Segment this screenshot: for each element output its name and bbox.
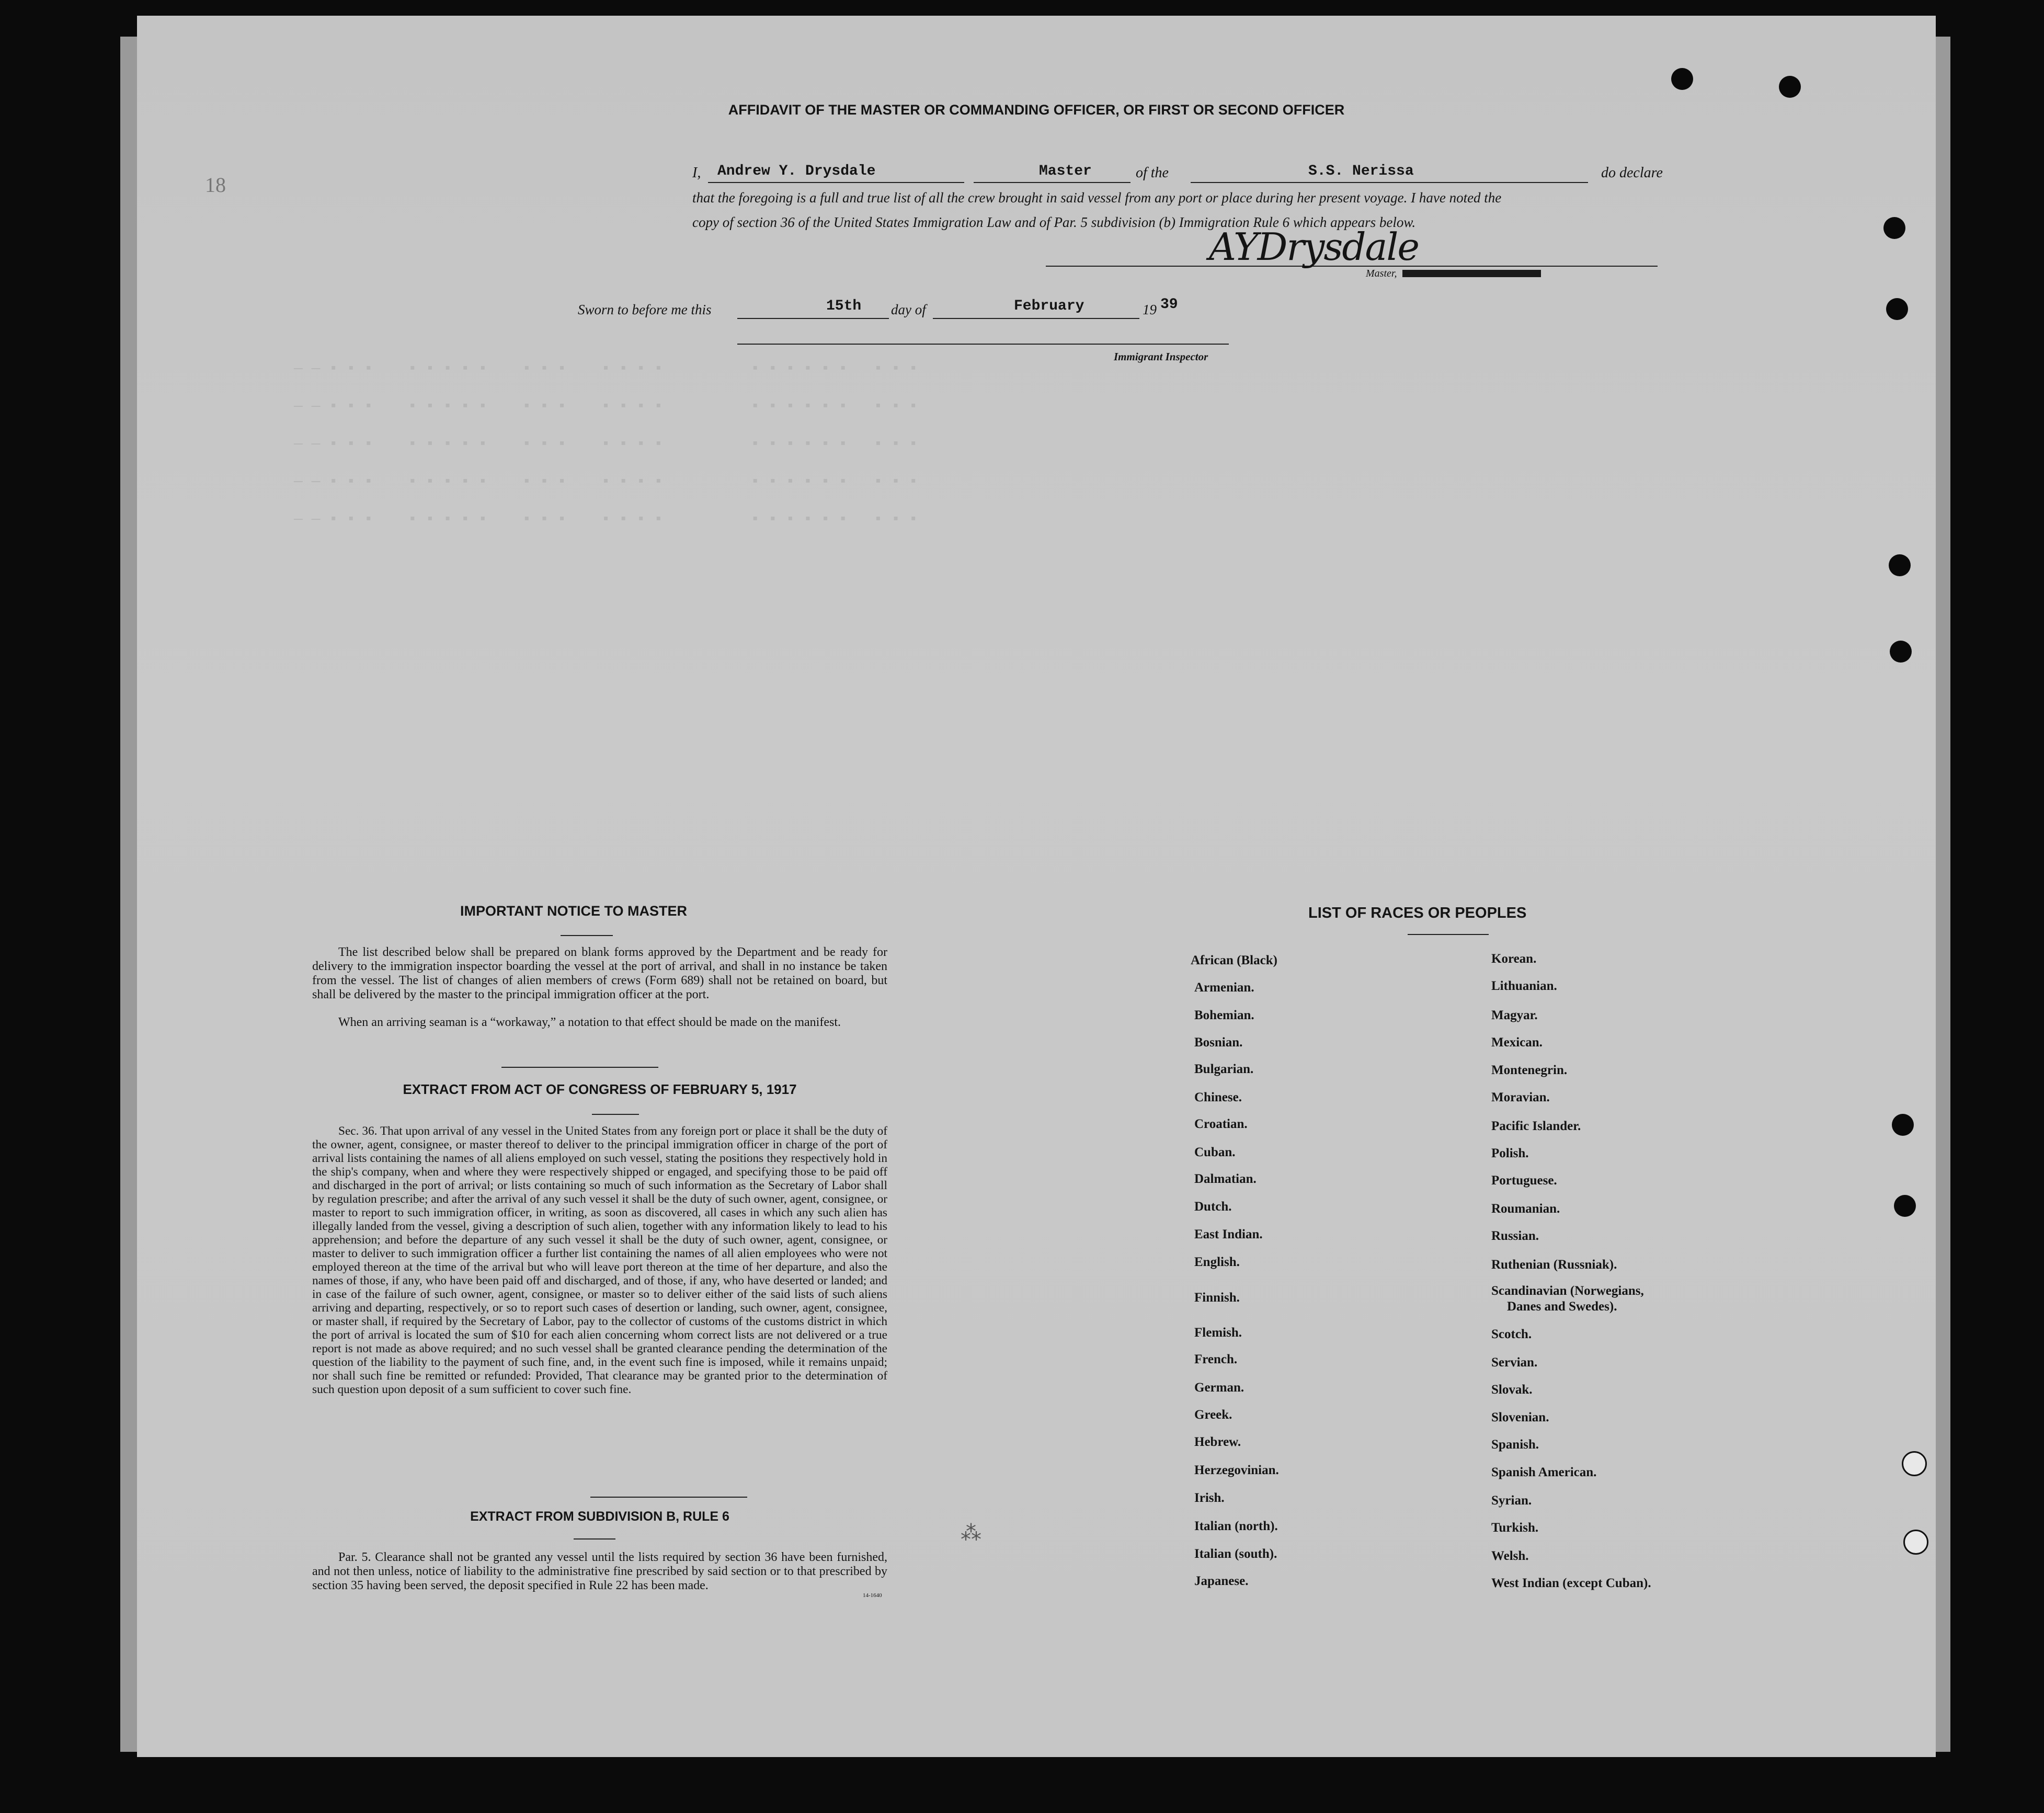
race-item: Servian.: [1491, 1355, 1538, 1370]
race-item: Danes and Swedes).: [1507, 1299, 1617, 1314]
race-item: Ruthenian (Russniak).: [1491, 1258, 1617, 1272]
punch-hole: [1671, 68, 1693, 90]
race-item: Moravian.: [1491, 1090, 1550, 1104]
race-item: Greek.: [1194, 1408, 1232, 1422]
race-item: Irish.: [1194, 1491, 1225, 1505]
struck-out-title: [1402, 270, 1541, 277]
race-item: English.: [1194, 1255, 1240, 1269]
day-of-label: day of: [891, 302, 926, 317]
master-name: Andrew Y. Drysdale: [717, 163, 876, 179]
notice-rule: [561, 935, 613, 936]
race-item: Flemish.: [1194, 1326, 1242, 1340]
rule-text: Par. 5. Clearance shall not be granted any vessel until the lists required by section 36 have been furnished, and not then unless, notice of liability to the administrative fine prescribed by said section or to that prescribed by section 35 having been served, the deposit specified in Rule 22 has been made.: [312, 1550, 887, 1592]
sworn-label: Sworn to before me this: [578, 302, 712, 317]
rank-line: [974, 182, 1131, 183]
race-item: German.: [1194, 1381, 1244, 1395]
punch-hole: [1890, 641, 1912, 663]
of-the-label: of the: [1136, 165, 1169, 181]
punch-hole: [1903, 1530, 1928, 1555]
race-item: Spanish American.: [1491, 1465, 1597, 1479]
sworn-day-line: [737, 318, 889, 319]
race-item: Dutch.: [1194, 1200, 1232, 1214]
rule-separator: [590, 1497, 747, 1498]
race-item: Scandinavian (Norwegians,: [1491, 1284, 1644, 1298]
races-heading: LIST OF RACES OR PEOPLES: [1308, 905, 1527, 921]
year-prefix: 19: [1143, 302, 1157, 317]
race-item: Herzegovinian.: [1194, 1463, 1279, 1477]
race-item: Bosnian.: [1194, 1035, 1243, 1050]
race-item: African (Black): [1191, 953, 1277, 967]
bleed-through-text: — — ▪ ▪ ▪ ▪ ▪ ▪ ▪ ▪ ▪ ▪ ▪ ▪ ▪ ▪ ▪ ▪ ▪ ▪ ▪ ▪ ▪ ▪ ▪ ▪ — — ▪ ▪ ▪ ▪ ▪ ▪ ▪ ▪ ▪ ▪ ▪ ▪ ▪ ▪ ▪ ▪ ▪ ▪ ▪ ▪ ▪ ▪ ▪ ▪ — — ▪ ▪ ▪ ▪ ▪ ▪ ▪ ▪ ▪ ▪ ▪ ▪ ▪ ▪ ▪ ▪ ▪ ▪ ▪ ▪ ▪ ▪ ▪ ▪ — — ▪ ▪ ▪ ▪ ▪ ▪ ▪ ▪ ▪ ▪ ▪ ▪ ▪ ▪ ▪ ▪ ▪ ▪ ▪ ▪ ▪ ▪ ▪ ▪ — — ▪ ▪ ▪ ▪ ▪ ▪ ▪ ▪ ▪ ▪ ▪ ▪ ▪ ▪ ▪ ▪ ▪ ▪ ▪ ▪ ▪ ▪ ▪ ▪: [294, 361, 918, 528]
race-item: Polish.: [1491, 1146, 1529, 1160]
master-signature: AYDrysdale: [1209, 225, 1419, 269]
race-item: Russian.: [1491, 1229, 1539, 1243]
act-text: Sec. 36. That upon arrival of any vessel in the United States from any foreign port or place it shall be the duty of the owner, agent, consignee, or master thereof to deliver to the principal immigration officer in charge of the port of arrival lists containing the names of all aliens employed on such vessel, stating the positions they respectively hold in the ship's company, when and where they were respectively shipped or engaged, and specifying those to be paid off and discharged in the port of arrival; or lists containing so much of such information as the Secretary of Labor shall by regulation prescribe; and after the arrival of any such vessel it shall be the duty of such owner, agent, consignee, or master to report to such immigration officer, in writing, as soon as discovered, all cases in which any such alien has illegally landed from the vessel, giving a description of such alien, together with any information likely to lead to his apprehension; and before the departure of any such vessel it shall be the duty of such owner, agent, consignee, or master to deliver to such immigration officer a further list containing the names of all alien employees who were not employed thereon at the time of the arrival but who will leave port thereon at the time of her departure, and also the names of those, if any, who have been paid off and discharged, and of those, if any, who have deserted or landed; and in case of the failure of such owner, agent, consignee, or master so to deliver either of the said lists of such aliens arriving and departing, respectively, or so to report such cases of desertion or landing, such owner, agent, consignee, or master shall, if required by the Secretary of Labor, pay to the collector of customs of the customs district in which the port of arrival is located the sum of $10 for each alien concerning whom correct lists are not delivered or a true report is not made as above required; and no such vessel shall be granted clearance pending the determination of the question of the liability to the payment of such fine, and, in the event such fine is imposed, while it remains unpaid; nor shall such fine be remitted or refunded: Provided, That clearance may be granted prior to the determination of such question upon deposit of a sum sufficient to cover such fine.: [312, 1124, 887, 1396]
punch-hole: [1902, 1451, 1927, 1476]
race-item: Japanese.: [1194, 1574, 1249, 1588]
race-item: Scotch.: [1491, 1327, 1532, 1341]
race-item: Chinese.: [1194, 1090, 1242, 1104]
affidavit-line-2: that the foregoing is a full and true list of all the crew brought in said vessel from any port or place during her present voyage. I have noted the: [692, 190, 1502, 206]
year-suffix: 39: [1160, 297, 1178, 313]
sworn-month: February: [1014, 298, 1084, 314]
notice-para-1: The list described below shall be prepared on blank forms approved by the Department and be ready for delivery to the immigration inspector boarding the vessel at the port of arrival, and shall in no instance be taken from the vessel. The list of changes of alien members of crews (Form 689) shall not be retained on board, but shall be delivered by the master to the principal immigration officer at the port.: [312, 945, 887, 1001]
vessel-line: [1191, 182, 1588, 183]
do-declare-label: do declare: [1601, 165, 1663, 181]
signature-caption: Master,: [1366, 268, 1397, 279]
affidavit-prefix: I,: [692, 165, 701, 181]
race-item: Montenegrin.: [1491, 1063, 1568, 1077]
race-item: Portuguese.: [1491, 1173, 1557, 1188]
pen-mark: ⁂: [961, 1521, 981, 1545]
punch-hole: [1779, 76, 1801, 98]
race-item: East Indian.: [1194, 1227, 1263, 1241]
race-item: Magyar.: [1491, 1008, 1538, 1022]
race-item: Roumanian.: [1491, 1202, 1560, 1216]
race-item: Pacific Islander.: [1491, 1119, 1581, 1133]
race-item: Armenian.: [1194, 980, 1254, 995]
master-rank: Master: [1039, 163, 1092, 179]
punch-hole: [1889, 554, 1911, 576]
vessel-name: S.S. Nerissa: [1308, 163, 1414, 179]
form-number: 14-1640: [863, 1592, 882, 1599]
race-item: Hebrew.: [1194, 1435, 1241, 1449]
section-rule: [501, 1067, 658, 1068]
margin-mark: 18: [205, 173, 226, 197]
rule-rule: [574, 1538, 615, 1540]
race-item: Italian (south).: [1194, 1547, 1277, 1561]
act-heading: EXTRACT FROM ACT OF CONGRESS OF FEBRUARY 5, 1917: [403, 1081, 797, 1097]
race-item: Slovenian.: [1491, 1410, 1549, 1424]
races-rule: [1408, 934, 1489, 935]
affidavit-line-3: copy of section 36 of the United States Immigration Law and of Par. 5 subdivision (b) Immigration Rule 6 which appears below.: [692, 214, 1416, 230]
race-item: Slovak.: [1491, 1383, 1533, 1397]
affidavit-heading: AFFIDAVIT OF THE MASTER OR COMMANDING OFFICER, OR FIRST OR SECOND OFFICER: [728, 102, 1345, 118]
race-item: Lithuanian.: [1491, 979, 1557, 993]
race-item: West Indian (except Cuban).: [1491, 1576, 1651, 1590]
race-item: Spanish.: [1491, 1438, 1539, 1452]
race-item: Italian (north).: [1194, 1519, 1278, 1533]
race-item: Bulgarian.: [1194, 1062, 1254, 1076]
race-item: Syrian.: [1491, 1493, 1532, 1508]
punch-hole: [1883, 217, 1905, 239]
race-item: Finnish.: [1194, 1291, 1240, 1305]
punch-hole: [1894, 1195, 1916, 1217]
race-item: Dalmatian.: [1194, 1172, 1257, 1186]
act-rule: [592, 1114, 639, 1115]
sworn-day: 15th: [826, 298, 862, 314]
race-item: French.: [1194, 1352, 1238, 1366]
race-item: Bohemian.: [1194, 1008, 1254, 1022]
race-item: Croatian.: [1194, 1117, 1248, 1131]
name-line: [708, 182, 964, 183]
punch-hole: [1892, 1114, 1914, 1136]
notice-para-2: When an arriving seaman is a “workaway,” a notation to that effect should be made on the manifest.: [338, 1016, 841, 1029]
race-item: Cuban.: [1194, 1145, 1236, 1159]
race-item: Korean.: [1491, 952, 1537, 966]
rule-heading: EXTRACT FROM SUBDIVISION B, RULE 6: [470, 1509, 729, 1524]
race-item: Turkish.: [1491, 1521, 1539, 1535]
punch-hole: [1886, 298, 1908, 320]
notice-heading: IMPORTANT NOTICE TO MASTER: [460, 903, 687, 919]
race-item: Welsh.: [1491, 1549, 1529, 1563]
inspector-line: [737, 344, 1229, 345]
race-item: Mexican.: [1491, 1035, 1543, 1050]
sworn-month-line: [933, 318, 1139, 319]
manifest-page: [137, 16, 1936, 1757]
inspector-caption: Immigrant Inspector: [1114, 350, 1208, 363]
